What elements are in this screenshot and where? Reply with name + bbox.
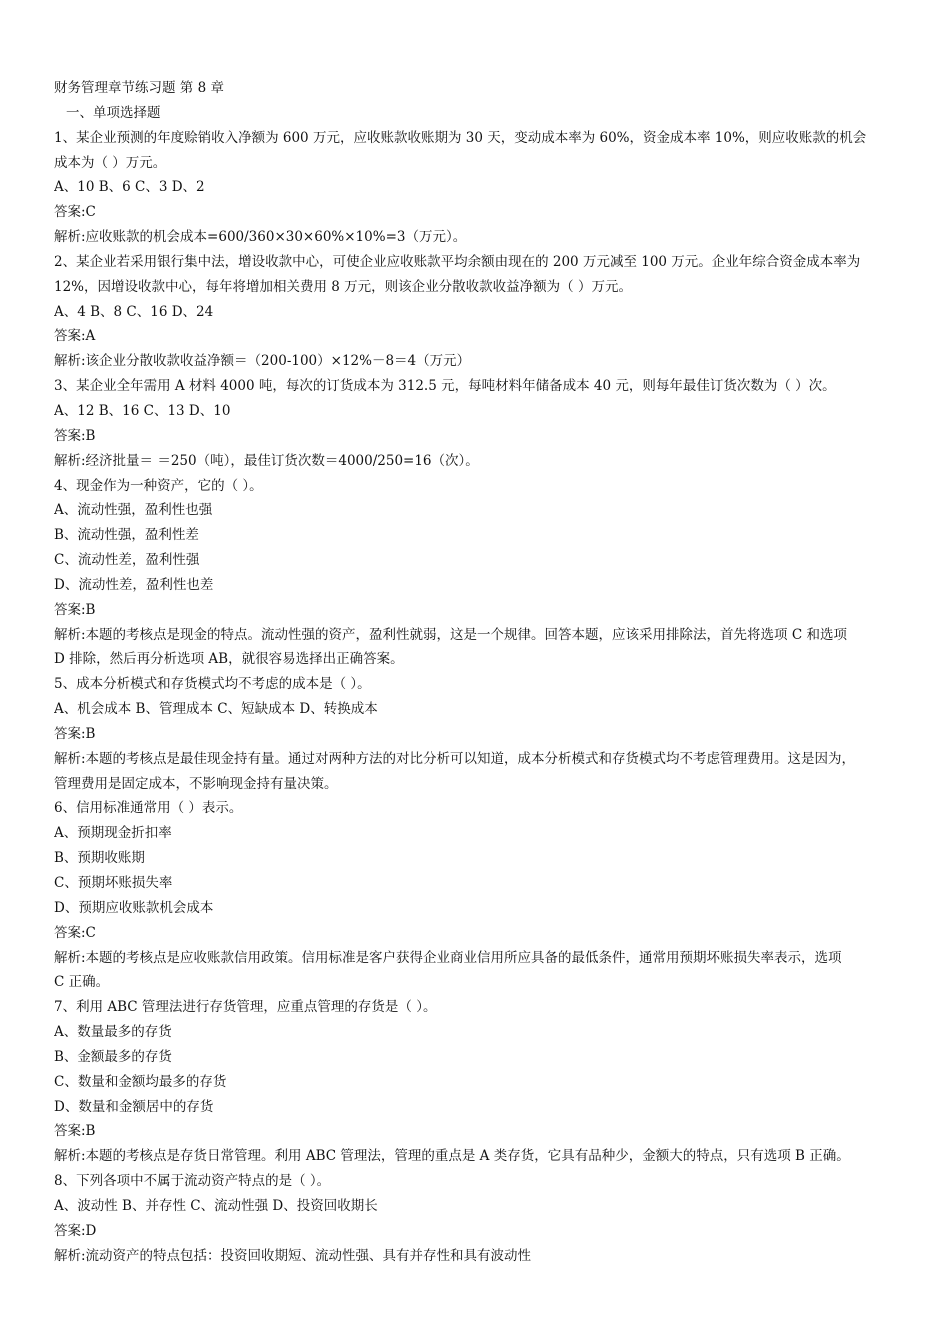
question-5-explanation: 解析:本题的考核点是最佳现金持有量。通过对两种方法的对比分析可以知道，成本分析模式和存货模式均不考虑管理费用。这是因为， (54, 750, 856, 767)
question-6-explanation: 解析:本题的考核点是应收账款信用政策。信用标准是客户获得企业商业信用所应具备的最低条件，通常用预期坏账损失率表示，选项 (54, 949, 842, 966)
question-3-options: A、12 B、16 C、13 D、10 (54, 402, 231, 419)
question-7-explanation: 解析:本题的考核点是存货日常管理。利用 ABC 管理法，管理的重点是 A 类存货，它具有品种少，金额大的特点，只有选项 B 正确。 (54, 1148, 850, 1165)
question-4-option-d: D、流动性差，盈利性也差 (54, 576, 214, 593)
question-3-answer: 答案:B (54, 427, 96, 444)
question-1-options: A、10 B、6 C、3 D、2 (54, 179, 205, 196)
question-7-text: 7、利用 ABC 管理法进行存货管理，应重点管理的存货是（ ）。 (54, 999, 437, 1016)
question-5-options: A、机会成本 B、管理成本 C、短缺成本 D、转换成本 (54, 701, 378, 718)
question-2-options: A、4 B、8 C、16 D、24 (54, 303, 214, 320)
section-heading: 一、单项选择题 (66, 104, 161, 121)
question-2-answer: 答案:A (54, 328, 96, 345)
question-4-explanation: 解析:本题的考核点是现金的特点。流动性强的资产，盈利性就弱，这是一个规律。回答本题，应该采用排除法，首先将选项 C 和选项 (54, 626, 847, 643)
question-4-option-c: C、流动性差，盈利性强 (54, 552, 200, 569)
question-4-option-b: B、流动性强，盈利性差 (54, 527, 199, 544)
question-6-answer: 答案:C (54, 924, 96, 941)
question-3-text: 3、某企业全年需用 A 材料 4000 吨，每次的订货成本为 312.5 元，每吨材料年储备成本 40 元，则每年最佳订货次数为（ ）次。 (54, 378, 836, 395)
question-8-answer: 答案:D (54, 1222, 97, 1239)
question-3-explanation: 解析:经济批量＝ ＝250（吨），最佳订货次数＝4000/250=16（次）。 (54, 452, 479, 469)
question-7-answer: 答案:B (54, 1123, 96, 1140)
question-6-option-b: B、预期收账期 (54, 850, 145, 867)
question-1-text-cont: 成本为（ ）万元。 (54, 154, 167, 171)
document-body (54, 76, 906, 1269)
question-6-option-c: C、预期坏账损失率 (54, 875, 173, 891)
question-1-text: 1、某企业预测的年度赊销收入净额为 600 万元，应收账款收账期为 30 天，变动成本率为 60%，资金成本率 10%，则应收账款的机会 (54, 129, 867, 146)
question-7-option-a: A、数量最多的存货 (54, 1024, 172, 1041)
question-4-text: 4、现金作为一种资产，它的（ ）。 (54, 477, 263, 494)
question-8-text: 8、下列各项中不属于流动资产特点的是（ ）。 (54, 1173, 331, 1190)
question-6-option-d: D、预期应收账款机会成本 (54, 899, 214, 916)
question-2-text: 2、某企业若采用银行集中法，增设收款中心，可使企业应收账款平均余额由现在的 200 万元减至 100 万元。企业年综合资金成本率为 (54, 253, 861, 270)
question-5-text: 5、成本分析模式和存货模式均不考虑的成本是（ ）。 (54, 676, 371, 693)
question-8-options: A、波动性 B、并存性 C、流动性强 D、投资回收期长 (54, 1197, 378, 1214)
question-4-answer: 答案:B (54, 601, 96, 618)
question-6-text: 6、信用标准通常用（ ）表示。 (54, 800, 243, 817)
question-5-answer: 答案:B (54, 725, 96, 742)
question-1-answer: 答案:C (54, 204, 96, 221)
document-title: 财务管理章节练习题 第 8 章 (54, 80, 224, 96)
question-2-explanation: 解析:该企业分散收款收益净额＝（200-100）×12%－8＝4（万元） (54, 353, 471, 370)
question-5-explanation-cont: 管理费用是固定成本，不影响现金持有量决策。 (54, 775, 338, 792)
question-6-explanation-cont: C 正确。 (54, 974, 110, 991)
question-4-explanation-cont: D 排除，然后再分析选项 AB，就很容易选择出正确答案。 (54, 651, 404, 668)
question-6-option-a: A、预期现金折扣率 (54, 825, 172, 842)
question-8-explanation: 解析:流动资产的特点包括：投资回收期短、流动性强、具有并存性和具有波动性 (54, 1247, 532, 1264)
question-2-text-cont: 12%，因增设收款中心，每年将增加相关费用 8 万元，则该企业分散收款收益净额为（ ）万元。 (54, 278, 632, 295)
question-4-option-a: A、流动性强，盈利性也强 (54, 502, 213, 519)
question-7-option-b: B、金额最多的存货 (54, 1048, 172, 1065)
question-7-option-c: C、数量和金额均最多的存货 (54, 1073, 227, 1090)
question-7-option-d: D、数量和金额居中的存货 (54, 1098, 214, 1115)
question-1-explanation: 解析:应收账款的机会成本=600/360×30×60%×10%=3（万元）。 (54, 229, 467, 246)
